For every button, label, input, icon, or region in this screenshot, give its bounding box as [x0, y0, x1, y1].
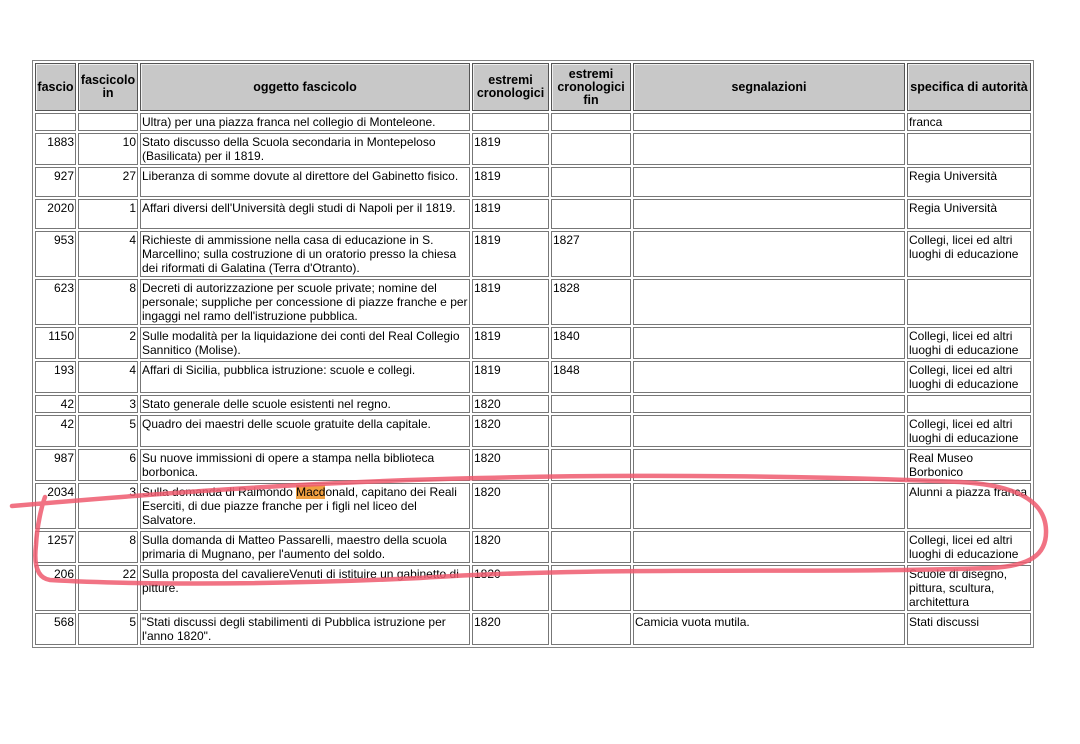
cell-fascio: 1257	[35, 531, 76, 563]
cell-oggetto: Ultra) per una piazza franca nel collegio di Monteleone.	[140, 113, 470, 131]
cell-fascicolo: 22	[78, 565, 138, 611]
cell-segnalazioni	[633, 395, 905, 413]
cell-estremi: 1820	[472, 531, 549, 563]
cell-segnalazioni	[633, 279, 905, 325]
cell-segnalazioni	[633, 133, 905, 165]
cell-fascicolo: 3	[78, 483, 138, 529]
cell-oggetto: Su nuove immissioni di opere a stampa nella biblioteca borbonica.	[140, 449, 470, 481]
cell-estremi: 1819	[472, 327, 549, 359]
cell-fascio: 987	[35, 449, 76, 481]
col-header-fascio: fascio	[35, 63, 76, 111]
cell-autorita: Collegi, licei ed altri luoghi di educazione	[907, 415, 1031, 447]
cell-estremi-fin	[551, 613, 631, 645]
oggetto-text-post: onald, capitano dei Reali Eserciti, di due piazze franche per i figli nel liceo del Salvatore.	[142, 485, 457, 527]
cell-estremi: 1819	[472, 167, 549, 197]
cell-fascicolo: 6	[78, 449, 138, 481]
cell-fascio: 193	[35, 361, 76, 393]
cell-autorita: Stati discussi	[907, 613, 1031, 645]
cell-autorita: Regia Università	[907, 199, 1031, 229]
cell-estremi-fin: 1827	[551, 231, 631, 277]
oggetto-text-pre: Sulla domanda di Raimondo	[142, 485, 297, 499]
cell-segnalazioni	[633, 415, 905, 447]
cell-estremi-fin	[551, 531, 631, 563]
cell-oggetto: Stato discusso della Scuola secondaria in Montepeloso (Basilicata) per il 1819.	[140, 133, 470, 165]
cell-fascicolo: 8	[78, 531, 138, 563]
cell-fascicolo: 4	[78, 231, 138, 277]
cell-estremi: 1819	[472, 279, 549, 325]
cell-autorita: Real Museo Borbonico	[907, 449, 1031, 481]
cell-oggetto: Affari diversi dell'Università degli studi di Napoli per il 1819.	[140, 199, 470, 229]
cell-segnalazioni	[633, 449, 905, 481]
cell-oggetto: "Stati discussi degli stabilimenti di Pubblica istruzione per l'anno 1820".	[140, 613, 470, 645]
cell-fascio: 42	[35, 415, 76, 447]
search-highlight: Macd	[296, 485, 326, 499]
cell-oggetto: Affari di Sicilia, pubblica istruzione: scuole e collegi.	[140, 361, 470, 393]
cell-autorita: Alunni a piazza franca	[907, 483, 1031, 529]
table-row	[35, 531, 1031, 563]
col-header-autorita: specifica di autorità	[907, 63, 1031, 111]
table-row	[35, 133, 1031, 165]
archive-table-container	[32, 60, 1032, 648]
cell-autorita: Scuole di disegno, pittura, scultura, architettura	[907, 565, 1031, 611]
cell-fascicolo	[78, 113, 138, 131]
cell-segnalazioni	[633, 113, 905, 131]
cell-fascicolo: 10	[78, 133, 138, 165]
cell-segnalazioni	[633, 199, 905, 229]
col-header-estremi-fin: estremi cronologici fin	[551, 63, 631, 111]
cell-segnalazioni	[633, 231, 905, 277]
cell-oggetto: Liberanza di somme dovute al direttore del Gabinetto fisico.	[140, 167, 470, 197]
cell-estremi: 1820	[472, 613, 549, 645]
cell-segnalazioni: Camicia vuota mutila.	[633, 613, 905, 645]
cell-segnalazioni	[633, 327, 905, 359]
cell-estremi: 1820	[472, 483, 549, 529]
cell-estremi-fin	[551, 483, 631, 529]
table-row	[35, 613, 1031, 645]
table-row	[35, 415, 1031, 447]
cell-estremi: 1819	[472, 361, 549, 393]
cell-fascio: 623	[35, 279, 76, 325]
cell-autorita	[907, 395, 1031, 413]
cell-estremi-fin	[551, 395, 631, 413]
cell-oggetto	[140, 483, 470, 529]
cell-estremi-fin	[551, 565, 631, 611]
table-row	[35, 449, 1031, 481]
cell-estremi: 1820	[472, 415, 549, 447]
cell-autorita: Collegi, licei ed altri luoghi di educazione	[907, 231, 1031, 277]
cell-fascio	[35, 113, 76, 131]
cell-estremi-fin: 1828	[551, 279, 631, 325]
cell-fascio: 568	[35, 613, 76, 645]
table-row	[35, 361, 1031, 393]
cell-fascicolo: 3	[78, 395, 138, 413]
cell-fascicolo: 5	[78, 613, 138, 645]
cell-estremi	[472, 113, 549, 131]
cell-autorita	[907, 133, 1031, 165]
cell-estremi-fin	[551, 133, 631, 165]
cell-estremi: 1820	[472, 395, 549, 413]
cell-autorita: Collegi, licei ed altri luoghi di educazione	[907, 327, 1031, 359]
cell-fascicolo: 4	[78, 361, 138, 393]
col-header-oggetto: oggetto fascicolo	[140, 63, 470, 111]
table-row	[35, 113, 1031, 131]
cell-estremi: 1820	[472, 565, 549, 611]
table-row	[35, 395, 1031, 413]
cell-fascio: 42	[35, 395, 76, 413]
table-row-highlighted	[35, 483, 1031, 529]
cell-oggetto: Sulle modalità per la liquidazione dei conti del Real Collegio Sannitico (Molise).	[140, 327, 470, 359]
cell-fascio: 206	[35, 565, 76, 611]
cell-fascicolo: 27	[78, 167, 138, 197]
table-row	[35, 167, 1031, 197]
cell-estremi: 1819	[472, 231, 549, 277]
table-row	[35, 279, 1031, 325]
cell-oggetto: Quadro dei maestri delle scuole gratuite della capitale.	[140, 415, 470, 447]
cell-fascio: 2034	[35, 483, 76, 529]
cell-autorita	[907, 279, 1031, 325]
cell-estremi-fin	[551, 415, 631, 447]
cell-fascicolo: 8	[78, 279, 138, 325]
cell-autorita: Regia Università	[907, 167, 1031, 197]
cell-fascio: 953	[35, 231, 76, 277]
cell-fascio: 927	[35, 167, 76, 197]
cell-autorita: franca	[907, 113, 1031, 131]
cell-segnalazioni	[633, 167, 905, 197]
archive-table	[32, 60, 1034, 648]
cell-oggetto: Stato generale delle scuole esistenti nel regno.	[140, 395, 470, 413]
cell-fascio: 2020	[35, 199, 76, 229]
cell-segnalazioni	[633, 361, 905, 393]
cell-segnalazioni	[633, 565, 905, 611]
cell-estremi: 1820	[472, 449, 549, 481]
cell-estremi-fin	[551, 113, 631, 131]
col-header-segnalazioni: segnalazioni	[633, 63, 905, 111]
cell-segnalazioni	[633, 531, 905, 563]
table-row	[35, 231, 1031, 277]
cell-autorita: Collegi, licei ed altri luoghi di educazione	[907, 361, 1031, 393]
cell-estremi-fin	[551, 199, 631, 229]
cell-autorita: Collegi, licei ed altri luoghi di educazione	[907, 531, 1031, 563]
cell-fascio: 1883	[35, 133, 76, 165]
cell-oggetto: Sulla domanda di Matteo Passarelli, maestro della scuola primaria di Mugnano, per l'aumento del soldo.	[140, 531, 470, 563]
cell-oggetto: Richieste di ammissione nella casa di educazione in S. Marcellino; sulla costruzione di un oratorio presso la chiesa dei riformati di Galatina (Terra d'Otranto).	[140, 231, 470, 277]
cell-oggetto: Decreti di autorizzazione per scuole private; nomine del personale; suppliche per concessione di piazze franche e per ingaggi nel ramo dell'istruzione pubblica.	[140, 279, 470, 325]
cell-fascicolo: 2	[78, 327, 138, 359]
cell-estremi: 1819	[472, 199, 549, 229]
cell-estremi-fin	[551, 449, 631, 481]
cell-fascio: 1150	[35, 327, 76, 359]
table-row	[35, 327, 1031, 359]
cell-oggetto: Sulla proposta del cavaliereVenuti di istituire un gabinetto di pitture.	[140, 565, 470, 611]
col-header-estremi: estremi cronologici	[472, 63, 549, 111]
col-header-fascicolo: fascicolo in	[78, 63, 138, 111]
cell-estremi: 1819	[472, 133, 549, 165]
header-row	[35, 63, 1031, 111]
table-row	[35, 199, 1031, 229]
cell-estremi-fin: 1848	[551, 361, 631, 393]
cell-fascicolo: 5	[78, 415, 138, 447]
cell-segnalazioni	[633, 483, 905, 529]
cell-estremi-fin	[551, 167, 631, 197]
table-row	[35, 565, 1031, 611]
cell-fascicolo: 1	[78, 199, 138, 229]
cell-estremi-fin: 1840	[551, 327, 631, 359]
